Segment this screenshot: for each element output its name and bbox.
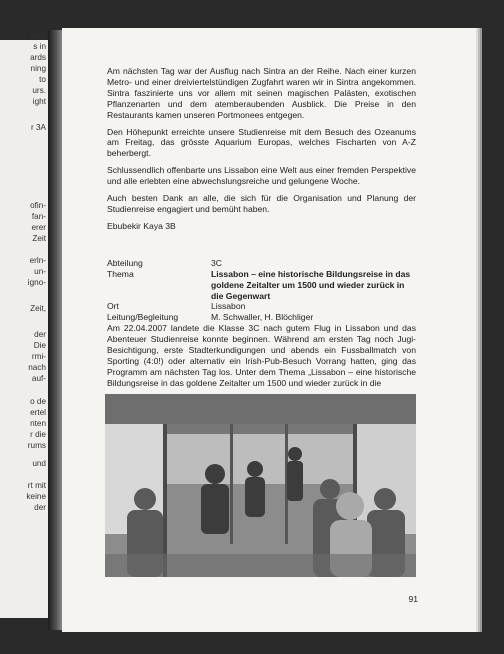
left-page-fragment: rt mit bbox=[27, 481, 46, 490]
left-page-fragment: r die bbox=[30, 430, 46, 439]
author-signature: Ebubekir Kaya 3B bbox=[107, 220, 176, 231]
paragraph-sintra: Am nächsten Tag war der Ausflug nach Sintra an der Reihe. Nach einer kurzen Metro- und einer dreiviertelstündigen Zugfahrt waren wir in Sintra angekommen. Sintra faszinierte uns vor allem mit seinen magischen Palästen, exotischen Pflanzenarten und dem atemberaubenden Ausblick. Die Preise in den Restaurants kamen unseren Portmonees entgegen. bbox=[107, 66, 416, 120]
page-number: 91 bbox=[408, 594, 418, 604]
meta-label: Thema bbox=[107, 268, 134, 279]
left-page-fragment: keine bbox=[26, 492, 46, 501]
left-page-fragment: nach bbox=[28, 363, 46, 372]
paragraph-conclusion: Schlussendlich offenbarte uns Lissabon eine Welt aus einer fremden Perspektive und alle erlebten eine abwechslungsreiche und gelungene Woche. bbox=[107, 165, 416, 187]
paragraph-report: Am 22.04.2007 landete die Klasse 3C nach gutem Flug in Lissabon und das Abenteuer Studienreise konnte beginnen. Während am ersten Tag noch Jugi-Besichtigung, erste Stadterkundigungen und abends ein Fussballmatch von Sporting (4:0!) oder alternativ ein Irish-Pub-Besuch Vorrang hatten, ging das Programm am nächsten Tag los. Unter dem Thema „Lissabon – eine historische Bildungsreise in das goldene Zeitalter um 1500 und wieder zurück in die bbox=[107, 323, 416, 388]
left-page-fragment: der bbox=[34, 330, 46, 339]
tram-photo-illustration bbox=[105, 394, 416, 577]
meta-label: Abteilung bbox=[107, 257, 143, 268]
left-page-fragment: der bbox=[34, 503, 46, 512]
left-page-fragment: o de bbox=[30, 397, 46, 406]
left-page-fragment: rums bbox=[27, 441, 46, 450]
left-page-fragment: to bbox=[39, 75, 46, 84]
left-page-fragment: Die bbox=[33, 341, 46, 350]
meta-row-leitung bbox=[107, 312, 416, 323]
meta-row-abteilung bbox=[107, 258, 416, 269]
right-page bbox=[62, 28, 476, 632]
meta-value: Lissabon bbox=[211, 301, 246, 312]
left-page-fragment: r 3A bbox=[30, 123, 46, 132]
left-page-fragment: very bbox=[30, 31, 46, 40]
left-page-fragment: erln- bbox=[29, 256, 46, 265]
meta-row-ort bbox=[107, 301, 416, 312]
paragraph-thanks: Auch besten Dank an alle, die sich für die Organisation und Planung der Studienreise engagiert und bemüht haben. bbox=[107, 193, 416, 214]
meta-value: M. Schwaller, H. Blöchliger bbox=[211, 312, 314, 323]
left-page-edge bbox=[0, 31, 48, 618]
left-page-fragment: auf- bbox=[31, 374, 46, 383]
left-page-fragment: erer bbox=[31, 223, 46, 232]
meta-row-thema bbox=[107, 269, 416, 302]
paragraph-ozeanum: Den Höhepunkt erreichte unsere Studienreise mit dem Besuch des Ozeanums am Freitag, das grösste Aquarium Europas, welches Fischarten von A-Z beherbergt. bbox=[107, 126, 416, 159]
book-gutter bbox=[48, 30, 62, 630]
left-page-fragment: ofin- bbox=[30, 201, 46, 210]
meta-value: 3C bbox=[211, 257, 222, 268]
tram-class-photo bbox=[105, 394, 416, 577]
left-page-fragment: rmi- bbox=[31, 352, 46, 361]
left-page-fragment: nten bbox=[30, 419, 46, 428]
left-page-fragment: ight bbox=[32, 97, 46, 106]
meta-value-thema: Lissabon – eine historische Bildungsreise in das goldene Zeitalter um 1500 und wieder zurück in die Gegenwart bbox=[211, 268, 411, 301]
page-content bbox=[107, 66, 416, 395]
left-page-fragment: un- bbox=[34, 267, 46, 276]
left-page-fragment: ertel bbox=[30, 408, 46, 417]
left-page-fragment: s in bbox=[33, 42, 46, 51]
trip-metadata-table bbox=[107, 258, 416, 323]
left-page-fragment: und bbox=[32, 459, 46, 468]
left-page-fragment: ards bbox=[30, 53, 46, 62]
meta-label: Ort bbox=[107, 301, 119, 312]
left-page-fragment: Zeit bbox=[32, 234, 46, 243]
left-page-fragment: urs. bbox=[32, 86, 46, 95]
meta-label: Leitung/Begleitung bbox=[107, 312, 179, 323]
left-page-fragment: fan- bbox=[31, 212, 46, 221]
left-page-fragment: ning bbox=[30, 64, 46, 73]
left-page-fragment: igno- bbox=[27, 278, 46, 287]
left-page-fragment: Zeit, bbox=[30, 304, 46, 313]
